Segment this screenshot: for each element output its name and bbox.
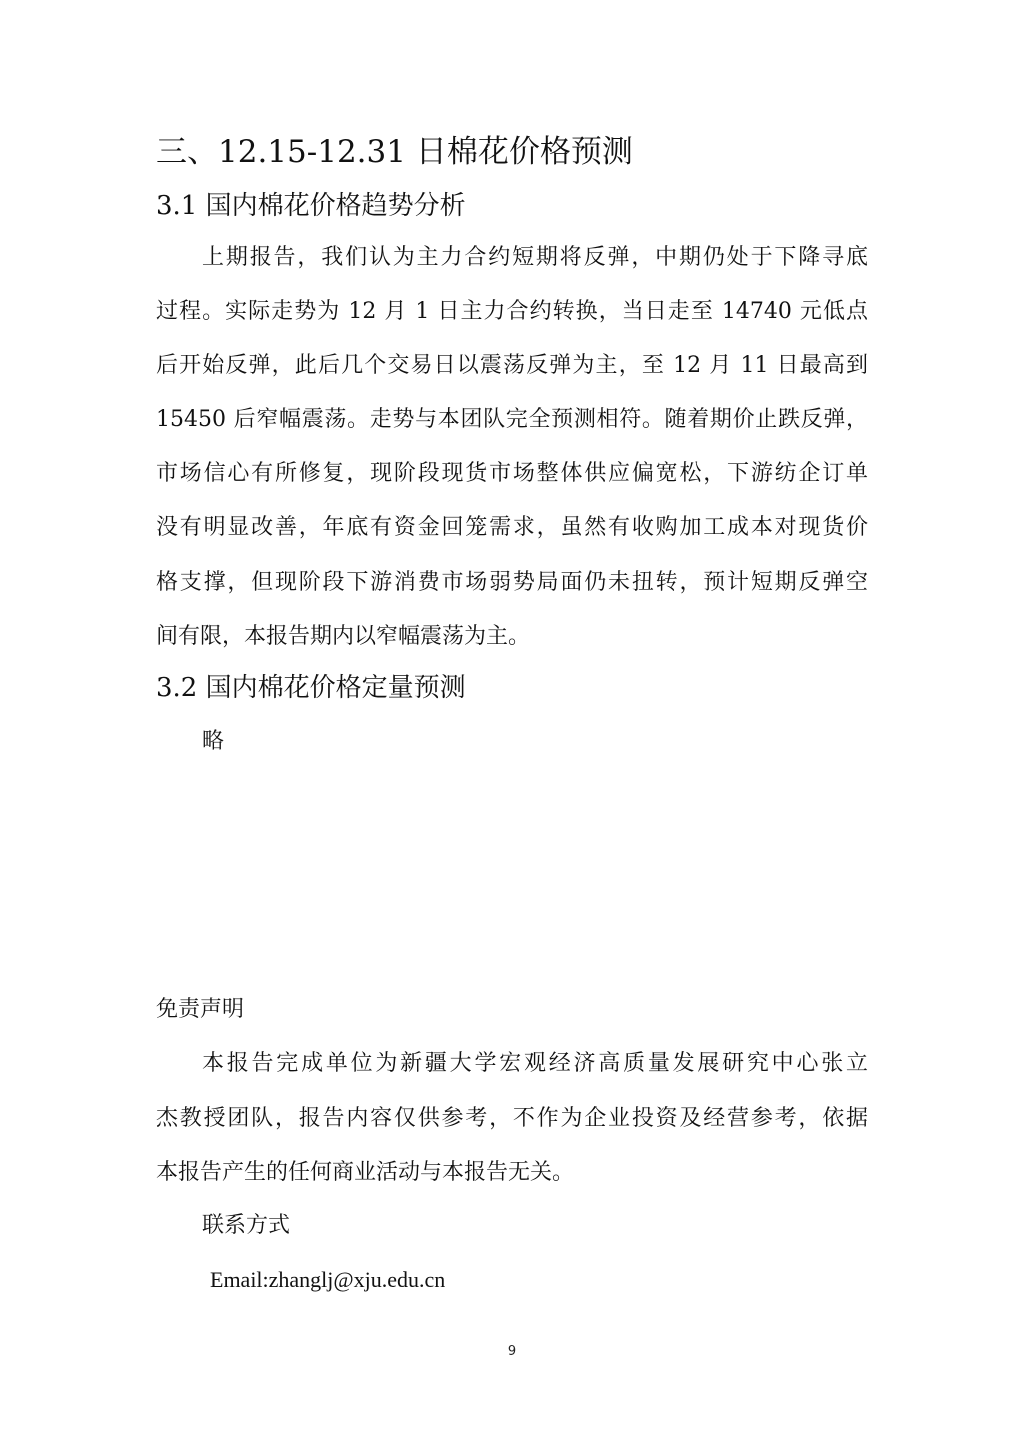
- contact-email: Email:zhanglj@xju.edu.cn: [210, 1267, 446, 1292]
- subsection-heading-quant-forecast: 3.2 国内棉花价格定量预测: [156, 673, 466, 703]
- disclaimer-line: 杰教授团队，报告内容仅供参考，不作为企业投资及经营参考，依据: [156, 1106, 868, 1131]
- paragraph-line: 过程。实际走势为 12 月 1 日主力合约转换，当日走至 14740 元低点: [156, 299, 868, 324]
- disclaimer-line: 本报告产生的任何商业活动与本报告无关。: [156, 1160, 575, 1185]
- section-title: 三、12.15-12.31 日棉花价格预测: [156, 134, 633, 170]
- paragraph-line: 15450 后窄幅震荡。走势与本团队完全预测相符。随着期价止跌反弹，: [156, 407, 868, 432]
- paragraph-line: 上期报告，我们认为主力合约短期将反弹，中期仍处于下降寻底: [202, 245, 868, 270]
- disclaimer-line: 本报告完成单位为新疆大学宏观经济高质量发展研究中心张立: [202, 1051, 868, 1076]
- paragraph-line: 格支撑，但现阶段下游消费市场弱势局面仍未扭转，预计短期反弹空: [156, 570, 868, 595]
- paragraph-line: 间有限，本报告期内以窄幅震荡为主。: [156, 624, 531, 649]
- omitted-text: 略: [202, 729, 225, 754]
- paragraph-line: 市场信心有所修复，现阶段现货市场整体供应偏宽松，下游纺企订单: [156, 461, 868, 486]
- paragraph-line: 没有明显改善，年底有资金回笼需求，虽然有收购加工成本对现货价: [156, 515, 868, 540]
- subsection-heading-trend-analysis: 3.1 国内棉花价格趋势分析: [156, 191, 466, 221]
- contact-heading: 联系方式: [202, 1213, 291, 1238]
- page-number: 9: [507, 1344, 517, 1359]
- disclaimer-heading: 免责声明: [156, 997, 245, 1022]
- paragraph-line: 后开始反弹，此后几个交易日以震荡反弹为主，至 12 月 11 日最高到: [156, 353, 868, 378]
